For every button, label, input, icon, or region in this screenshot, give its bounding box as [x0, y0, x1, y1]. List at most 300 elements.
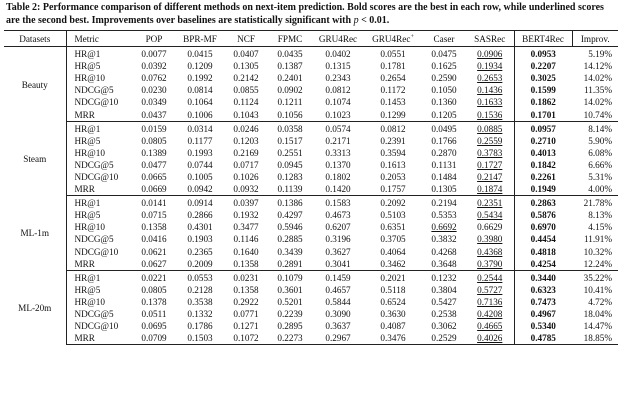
value-cell: 0.2169 [233, 147, 259, 158]
value-cell: 0.0246 [233, 123, 259, 134]
metric-cell: HR@5 [74, 210, 101, 221]
value-cell: 0.0762 [141, 73, 167, 84]
value-cell: 0.1026 [233, 171, 259, 182]
value-cell: 0.1420 [312, 183, 364, 196]
improvement-cell: 6.66% [588, 159, 612, 170]
value-cell: 0.1358 [233, 284, 259, 295]
metric-cell: MRR [66, 258, 132, 271]
improvement-cell: 5.90% [588, 135, 612, 146]
value-cell: 0.4254 [514, 258, 572, 271]
value-cell: 0.2343 [325, 73, 351, 84]
value-cell: 0.3594 [380, 147, 406, 158]
value-cell: 0.0553 [187, 272, 213, 283]
value-cell: 0.2171 [325, 135, 351, 146]
table-row [4, 332, 618, 345]
value-cell: 0.3090 [325, 309, 351, 320]
metric-cell: NDCG@10 [74, 246, 119, 257]
value-cell: 0.6207 [325, 222, 351, 233]
value-cell: 0.5353 [431, 210, 457, 221]
value-cell: 0.1459 [325, 272, 351, 283]
table-row [4, 108, 618, 121]
table-row [4, 284, 618, 296]
improvement-cell: 14.02% [583, 73, 612, 84]
value-cell: 0.2544 [477, 272, 503, 283]
table-row [4, 270, 618, 284]
value-cell: 0.7473 [514, 296, 572, 308]
value-cell: 0.3790 [466, 258, 514, 271]
value-cell: 0.4657 [325, 284, 351, 295]
value-cell: 0.4673 [325, 210, 351, 221]
value-cell: 0.5876 [514, 209, 572, 221]
value-cell: 0.0709 [132, 332, 176, 345]
value-cell: 0.3439 [277, 246, 303, 257]
header-gru4rec-plus-label: GRU4Rec [372, 33, 411, 44]
value-cell: 0.7136 [477, 296, 503, 307]
value-cell: 0.3062 [431, 321, 457, 332]
value-cell: 0.2239 [277, 309, 303, 320]
value-cell: 0.2559 [477, 135, 503, 146]
value-cell: 0.0627 [132, 258, 176, 271]
value-cell: 0.0906 [477, 49, 503, 60]
value-cell: 0.2128 [187, 284, 213, 295]
value-cell: 0.1949 [514, 183, 572, 196]
value-cell: 0.2863 [514, 196, 572, 210]
value-cell: 0.2207 [514, 60, 572, 72]
table-row [4, 96, 618, 108]
value-cell: 0.1139 [268, 183, 312, 196]
table-row [4, 72, 618, 84]
improvement-cell: 11.91% [584, 234, 612, 245]
value-cell: 0.1766 [431, 135, 457, 146]
value-cell: 0.2391 [380, 135, 406, 146]
improvement-cell: 35.22% [583, 272, 612, 283]
value-cell: 0.1583 [325, 198, 351, 209]
value-cell: 0.1625 [431, 61, 457, 72]
table-row [4, 308, 618, 320]
value-cell: 0.2273 [268, 332, 312, 345]
value-cell: 0.4026 [466, 332, 514, 345]
value-cell: 0.1023 [312, 108, 364, 121]
value-cell: 0.0805 [141, 284, 167, 295]
value-cell: 0.3025 [514, 72, 572, 84]
value-cell: 0.2021 [380, 272, 406, 283]
improvement-cell: 10.32% [583, 246, 612, 257]
table-row [4, 233, 618, 245]
value-cell: 0.1727 [477, 159, 503, 170]
value-cell: 0.0159 [141, 123, 167, 134]
header-gru4rec: GRU4Rec [312, 31, 364, 47]
value-cell: 0.3462 [364, 258, 422, 271]
dataset-cell: Beauty [4, 47, 66, 122]
improvement-cell: 14.12% [583, 61, 612, 72]
value-cell: 0.3980 [477, 234, 503, 245]
value-cell: 0.0416 [141, 234, 167, 245]
value-cell: 0.1172 [380, 85, 406, 96]
improvement-cell: 4.72% [588, 296, 612, 307]
value-cell: 0.1993 [187, 147, 213, 158]
value-cell: 0.0397 [233, 198, 259, 209]
value-cell: 0.1786 [187, 321, 213, 332]
value-cell: 0.1211 [277, 97, 303, 108]
value-cell: 0.1842 [514, 159, 572, 171]
value-cell: 0.4268 [431, 246, 457, 257]
metric-cell: HR@5 [74, 135, 101, 146]
metric-cell: NDCG@10 [74, 171, 119, 182]
value-cell: 0.1131 [431, 159, 457, 170]
table-row [4, 258, 618, 271]
metric-cell: HR@10 [74, 147, 105, 158]
value-cell: 0.1203 [233, 135, 259, 146]
value-cell: 0.3477 [233, 222, 259, 233]
value-cell: 0.1205 [422, 108, 466, 121]
metric-cell: NDCG@5 [74, 234, 114, 245]
value-cell: 0.1358 [224, 258, 268, 271]
value-cell: 0.1370 [325, 159, 351, 170]
header-row [4, 31, 618, 47]
value-cell: 0.0744 [187, 159, 213, 170]
value-cell: 0.1146 [233, 234, 259, 245]
value-cell: 0.5946 [277, 222, 303, 233]
value-cell: 0.3627 [325, 246, 351, 257]
value-cell: 0.1436 [477, 85, 503, 96]
value-cell: 0.5427 [431, 296, 457, 307]
improvement-cell: 18.04% [583, 309, 612, 320]
value-cell: 0.4013 [514, 147, 572, 159]
header-sasrec: SASRec [466, 31, 514, 47]
improvement-cell: 21.78% [583, 198, 612, 209]
value-cell: 0.2967 [312, 332, 364, 345]
metric-cell: MRR [66, 108, 132, 121]
value-cell: 0.1484 [431, 171, 457, 182]
caption-p-symbol: p [353, 14, 359, 26]
metric-cell: HR@10 [74, 73, 105, 84]
value-cell: 0.2870 [431, 147, 457, 158]
value-cell: 0.5340 [514, 320, 572, 332]
value-cell: 0.5434 [477, 210, 503, 221]
value-cell: 0.2551 [277, 147, 303, 158]
value-cell: 0.2092 [380, 198, 406, 209]
table-row [4, 320, 618, 332]
header-datasets: Datasets [4, 31, 66, 47]
value-cell: 0.2351 [477, 198, 503, 209]
value-cell: 0.0621 [141, 246, 167, 257]
value-cell: 0.4297 [277, 210, 303, 221]
value-cell: 0.3041 [312, 258, 364, 271]
value-cell: 0.1503 [176, 332, 224, 345]
value-cell: 0.1903 [187, 234, 213, 245]
value-cell: 0.3648 [422, 258, 466, 271]
value-cell: 0.4454 [514, 233, 572, 245]
value-cell: 0.1992 [187, 73, 213, 84]
value-cell: 0.0717 [233, 159, 259, 170]
value-cell: 0.1305 [422, 183, 466, 196]
value-cell: 0.2142 [233, 73, 259, 84]
header-gru4rec-plus [364, 31, 422, 47]
improvement-cell: 4.00% [572, 183, 618, 196]
value-cell: 0.3783 [477, 147, 503, 158]
dataset-cell: ML-20m [4, 270, 66, 345]
improvement-cell: 14.02% [583, 97, 612, 108]
value-cell: 0.2261 [514, 171, 572, 183]
metric-cell: MRR [66, 183, 132, 196]
metric-cell: MRR [66, 332, 132, 345]
value-cell: 0.0141 [141, 198, 167, 209]
value-cell: 0.2866 [187, 210, 213, 221]
value-cell: 0.1271 [233, 321, 259, 332]
value-cell: 0.2653 [477, 73, 503, 84]
metric-cell: HR@1 [74, 272, 101, 283]
table-row [4, 84, 618, 96]
caption-lead: Table 2: Performance comparison of different methods on next-item prediction. Bold scores are the best in each row, while underlined scores are the second best. Improvements over baselines are statistically significant with [6, 2, 604, 26]
value-cell: 0.0574 [325, 123, 351, 134]
value-cell: 0.1934 [477, 61, 503, 72]
value-cell: 0.3705 [380, 234, 406, 245]
metric-cell: NDCG@10 [74, 321, 119, 332]
value-cell: 0.2147 [477, 171, 503, 182]
results-table [4, 30, 618, 345]
value-cell: 0.0437 [132, 108, 176, 121]
value-cell: 0.4087 [380, 321, 406, 332]
improvement-cell: 10.74% [572, 108, 618, 121]
value-cell: 0.1701 [514, 108, 572, 121]
value-cell: 0.1072 [224, 332, 268, 345]
value-cell: 0.0814 [187, 85, 213, 96]
value-cell: 0.2194 [431, 198, 457, 209]
header-improv: Improv. [572, 31, 618, 47]
value-cell: 0.1874 [466, 183, 514, 196]
table-row [4, 209, 618, 221]
value-cell: 0.1056 [268, 108, 312, 121]
value-cell: 0.1079 [277, 272, 303, 283]
value-cell: 0.2538 [431, 309, 457, 320]
header-fpmc: FPMC [268, 31, 312, 47]
metric-cell: HR@1 [74, 198, 101, 209]
value-cell: 0.3832 [431, 234, 457, 245]
table-row [4, 196, 618, 210]
value-cell: 0.1006 [176, 108, 224, 121]
value-cell: 0.0932 [224, 183, 268, 196]
table-row [4, 121, 618, 135]
value-cell: 0.1064 [187, 97, 213, 108]
value-cell: 0.3637 [325, 321, 351, 332]
improvement-cell: 8.13% [588, 210, 612, 221]
metric-cell: HR@1 [74, 123, 101, 134]
metric-cell: HR@1 [74, 49, 101, 60]
value-cell: 0.1074 [325, 97, 351, 108]
value-cell: 0.1802 [325, 171, 351, 182]
value-cell: 0.3196 [325, 234, 351, 245]
value-cell: 0.2891 [268, 258, 312, 271]
value-cell: 0.1283 [277, 171, 303, 182]
value-cell: 0.0942 [176, 183, 224, 196]
improvement-cell: 12.24% [572, 258, 618, 271]
value-cell: 0.2590 [431, 73, 457, 84]
value-cell: 0.1005 [187, 171, 213, 182]
value-cell: 0.6351 [380, 222, 406, 233]
value-cell: 0.4967 [514, 308, 572, 320]
results-body [4, 47, 618, 345]
metric-cell: NDCG@10 [74, 97, 119, 108]
value-cell: 0.1358 [141, 222, 167, 233]
value-cell: 0.3313 [325, 147, 351, 158]
value-cell: 0.4785 [514, 332, 572, 345]
header-metric: Metric [66, 31, 132, 47]
value-cell: 0.1378 [141, 296, 167, 307]
value-cell: 0.1517 [277, 135, 303, 146]
table-row [4, 171, 618, 183]
value-cell: 0.1050 [431, 85, 457, 96]
value-cell: 0.1389 [141, 147, 167, 158]
caption-tail: < 0.01. [358, 14, 390, 26]
metric-cell: HR@10 [74, 296, 105, 307]
value-cell: 0.4818 [514, 246, 572, 258]
value-cell: 0.0077 [141, 49, 167, 60]
value-cell: 0.3440 [514, 270, 572, 284]
value-cell: 0.0695 [141, 321, 167, 332]
value-cell: 0.0314 [187, 123, 213, 134]
value-cell: 0.4665 [477, 321, 503, 332]
value-cell: 0.1360 [431, 97, 457, 108]
improvement-cell: 18.85% [572, 332, 618, 345]
value-cell: 0.4064 [380, 246, 406, 257]
metric-cell: HR@5 [74, 61, 101, 72]
value-cell: 0.0495 [431, 123, 457, 134]
value-cell: 0.2895 [277, 321, 303, 332]
header-ncf: NCF [224, 31, 268, 47]
value-cell: 0.0475 [431, 49, 457, 60]
value-cell: 0.1299 [364, 108, 422, 121]
value-cell: 0.2401 [277, 73, 303, 84]
improvement-cell: 6.08% [588, 147, 612, 158]
value-cell: 0.1124 [233, 97, 259, 108]
value-cell: 0.0221 [141, 272, 167, 283]
value-cell: 0.0812 [325, 85, 351, 96]
value-cell: 0.0885 [477, 123, 503, 134]
value-cell: 0.2053 [380, 171, 406, 182]
header-gru4rec-plus-sup: + [410, 33, 414, 40]
value-cell: 0.0231 [233, 272, 259, 283]
value-cell: 0.0349 [141, 97, 167, 108]
value-cell: 0.6524 [380, 296, 406, 307]
value-cell: 0.1387 [277, 61, 303, 72]
value-cell: 0.1757 [364, 183, 422, 196]
value-cell: 0.1453 [380, 97, 406, 108]
metric-cell: HR@10 [74, 222, 105, 233]
value-cell: 0.0957 [514, 121, 572, 135]
value-cell: 0.6970 [514, 221, 572, 233]
value-cell: 0.0669 [132, 183, 176, 196]
value-cell: 0.1640 [233, 246, 259, 257]
table-row [4, 47, 618, 61]
value-cell: 0.0358 [277, 123, 303, 134]
value-cell: 0.1232 [431, 272, 457, 283]
value-cell: 0.1315 [325, 61, 351, 72]
value-cell: 0.0914 [187, 198, 213, 209]
improvement-cell: 10.41% [583, 284, 612, 295]
header-bert4rec: BERT4Rec [514, 31, 572, 47]
value-cell: 0.5201 [277, 296, 303, 307]
table-row [4, 296, 618, 308]
value-cell: 0.2710 [514, 135, 572, 147]
value-cell: 0.6323 [514, 284, 572, 296]
value-cell: 0.1633 [477, 97, 503, 108]
value-cell: 0.0511 [141, 309, 167, 320]
table-row [4, 135, 618, 147]
value-cell: 0.0665 [141, 171, 167, 182]
improvement-cell: 14.47% [583, 321, 612, 332]
metric-cell: NDCG@5 [74, 309, 114, 320]
metric-cell: NDCG@5 [74, 159, 114, 170]
table-row [4, 221, 618, 233]
value-cell: 0.0415 [187, 49, 213, 60]
value-cell: 0.5727 [477, 284, 503, 295]
value-cell: 0.2885 [277, 234, 303, 245]
metric-cell: HR@5 [74, 284, 101, 295]
value-cell: 0.0477 [141, 159, 167, 170]
value-cell: 0.5103 [380, 210, 406, 221]
value-cell: 0.5118 [380, 284, 406, 295]
value-cell: 0.0407 [233, 49, 259, 60]
value-cell: 0.1862 [514, 96, 572, 108]
value-cell: 0.0230 [141, 85, 167, 96]
value-cell: 0.1599 [514, 84, 572, 96]
value-cell: 0.2529 [422, 332, 466, 345]
value-cell: 0.0715 [141, 210, 167, 221]
value-cell: 0.0902 [277, 85, 303, 96]
table-row [4, 183, 618, 196]
improvement-cell: 4.15% [588, 222, 612, 233]
value-cell: 0.3601 [277, 284, 303, 295]
dataset-cell: ML-1m [4, 196, 66, 271]
metric-cell: NDCG@5 [74, 85, 114, 96]
value-cell: 0.3630 [380, 309, 406, 320]
table-row [4, 147, 618, 159]
value-cell: 0.0771 [233, 309, 259, 320]
value-cell: 0.0435 [277, 49, 303, 60]
value-cell: 0.3476 [364, 332, 422, 345]
value-cell: 0.0945 [277, 159, 303, 170]
value-cell: 0.1043 [224, 108, 268, 121]
value-cell: 0.1332 [187, 309, 213, 320]
value-cell: 0.2654 [380, 73, 406, 84]
value-cell: 0.0953 [514, 47, 572, 61]
value-cell: 0.0551 [380, 49, 406, 60]
value-cell: 0.6692 [431, 222, 457, 233]
improvement-cell: 5.19% [588, 49, 612, 60]
value-cell: 0.6629 [477, 222, 503, 233]
header-caser: Caser [422, 31, 466, 47]
value-cell: 0.1781 [380, 61, 406, 72]
value-cell: 0.3804 [431, 284, 457, 295]
value-cell: 0.5844 [325, 296, 351, 307]
value-cell: 0.1536 [466, 108, 514, 121]
value-cell: 0.4368 [477, 246, 503, 257]
value-cell: 0.4301 [187, 222, 213, 233]
dataset-cell: Steam [4, 121, 66, 196]
table-row [4, 60, 618, 72]
improvement-cell: 5.31% [588, 171, 612, 182]
table-row [4, 159, 618, 171]
value-cell: 0.0392 [141, 61, 167, 72]
value-cell: 0.0812 [380, 123, 406, 134]
value-cell: 0.1932 [233, 210, 259, 221]
header-bpr-mf: BPR-MF [176, 31, 224, 47]
table-row [4, 246, 618, 258]
value-cell: 0.0805 [141, 135, 167, 146]
value-cell: 0.2922 [233, 296, 259, 307]
header-pop: POP [132, 31, 176, 47]
value-cell: 0.1613 [380, 159, 406, 170]
